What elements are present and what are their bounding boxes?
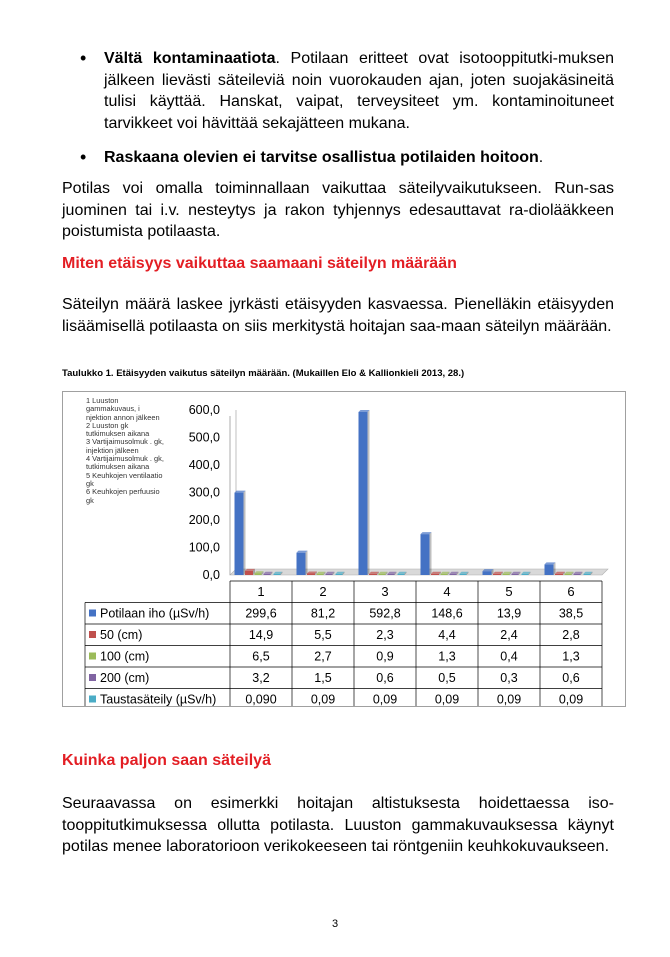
x-category-label: 4 [443,584,451,599]
bar [584,574,591,575]
bar-side [368,410,370,575]
bar [245,571,253,575]
y-tick-label: 0,0 [202,568,220,582]
legend-swatch [89,610,96,617]
legend-swatch [89,674,96,681]
bar [574,574,581,575]
bar [317,574,324,575]
bar [369,574,377,575]
data-label: 38,5 [558,606,584,621]
data-label: 6,5 [252,649,270,664]
data-label: 0,6 [562,671,580,685]
bullet-text: . [538,149,544,166]
bar-side [430,532,432,575]
y-tick-label: 400,0 [188,458,220,472]
data-label: 13,9 [496,606,522,621]
legend-label: 100 (cm) [100,649,150,664]
data-label: 2,3 [376,628,394,642]
bar [460,574,467,575]
bar [512,574,519,575]
data-label: 2,8 [562,628,580,642]
legend-label: 200 (cm) [100,671,150,685]
y-tick-label: 500,0 [188,430,220,445]
data-label: 0,09 [496,692,522,706]
data-label: 3,2 [252,671,270,685]
data-label: 5,5 [314,628,332,642]
chart-note: 3 Vartijaimusolmuk . gk, injektion jälkeen [86,437,166,455]
bar [493,574,501,575]
data-label: 0,09 [310,692,336,706]
bullet-text: . Potilaan eritteet ovat isotooppitutki-muksen jälkeen lievästi säteileviä noin vuorokauden ajan, joten suojakäsineitä tulisi käyttää. Hanskat, vaipat, terveysiteet ym. kontaminoituneet tarvikkeet voi hävittää sekajätteen mukana. [104,50,614,132]
x-category-label: 2 [319,584,327,599]
paragraph-self-care: Potilas voi omalla toiminnallaan vaikuttaa säteilyvaikutukseen. Run-sas juominen tai i.v. nesteytys ja rakon tyhjennys edesauttavat ra-diolääkkeen poistumista potilaasta. [62,180,614,240]
bar-side [306,551,308,575]
table-caption: Taulukko 1. Etäisyyden vaikutus säteilyn määrään. (Mukaillen Elo & Kallionkieli 2013, 28.) [62,368,465,379]
data-label: 1,3 [438,649,456,664]
chart-note: 4 Vartijaimusolmuk . gk, tutkimuksen aikana [86,454,166,472]
legend-label: Potilaan iho (µSv/h) [100,606,210,621]
bar [398,574,405,575]
data-label: 4,4 [438,628,456,642]
data-label: 2,7 [314,649,332,664]
bar [421,534,430,575]
chart-container [62,391,626,707]
bar-side [244,491,246,575]
data-label: 0,09 [434,692,460,706]
y-tick-label: 300,0 [188,485,220,500]
bar [326,574,333,575]
data-label: 592,8 [369,606,401,621]
bar [522,574,529,575]
bar-side [554,562,556,575]
bar [264,574,271,575]
data-label: 148,6 [431,606,463,621]
legend-swatch [89,696,96,703]
x-category-label: 3 [381,584,389,599]
bar [379,574,386,575]
legend-label: 50 (cm) [100,628,143,642]
data-label: 0,09 [372,692,398,706]
chart-note: 2 Luuston gk tutkimuksen aikana [86,420,150,439]
bar [503,574,510,575]
data-label: 0,09 [558,692,584,706]
y-tick-label: 200,0 [188,513,220,527]
data-label: 2,4 [500,628,518,642]
data-label: 81,2 [310,606,336,621]
x-category-label: 6 [567,584,575,599]
bullet-bold-text: Vältä kontaminaatiota [104,50,276,67]
data-label: 0,090 [245,692,277,706]
bar [441,574,448,575]
bullet-bold-text: Raskaana olevien ei tarvitse osallistua potilaiden hoitoon [104,149,539,166]
paragraph-exposure: Seuraavassa on esimerkki hoitajan altistuksesta hoidettaessa iso-tooppitutkimuksessa ollutta potilasta. Luuston gammakuvauksessa käynyt potilas menee laboratorioon verikokeeseen tai röntgeniin keuhkokuvaukseen. [62,795,614,855]
bar [450,574,457,575]
bar [274,574,281,575]
bar [483,571,492,575]
bar [388,574,395,575]
x-category-label: 1 [257,584,265,599]
y-tick-label: 100,0 [188,540,220,555]
bar [307,573,315,575]
data-label: 0,3 [500,671,518,685]
bar [359,412,368,575]
bar [255,573,262,575]
bullet-list [62,48,614,169]
page-number: 3 [331,918,339,930]
bullet-item [62,147,614,169]
data-label: 14,9 [248,628,274,642]
bar [545,564,554,575]
data-label: 0,4 [500,649,518,664]
data-label: 0,6 [376,671,394,685]
bar [565,574,572,575]
x-category-label: 5 [505,584,513,599]
chart-note: 5 Keuhkojen ventilaatio gk [86,470,165,488]
bar-chart [63,392,625,706]
legend-swatch [89,631,96,638]
bar [431,574,439,575]
data-label: 299,6 [245,606,277,621]
legend-swatch [89,653,96,660]
y-tick-label: 600,0 [188,403,220,417]
bar [336,574,343,575]
legend-label: Taustasäteily (µSv/h) [100,692,217,706]
data-label: 1,3 [562,649,580,664]
paragraph-distance: Säteilyn määrä laskee jyrkästi etäisyyden kasvaessa. Pienelläkin etäisyyden lisäämisellä potilaasta on siis merkitystä hoitajan saa-maan säteilyn määrään. [62,296,614,335]
section-heading-distance: Miten etäisyys vaikuttaa saamaani säteilyn määrään [62,255,457,272]
chart-note: 6 Keuhkojen perfuusio gk [86,487,162,505]
bar [555,574,563,575]
section-heading-exposure: Kuinka paljon saan säteilyä [62,752,271,769]
data-label: 0,5 [438,671,456,685]
bar [235,493,244,575]
bar [297,553,306,575]
data-label: 0,9 [376,649,394,664]
bullet-item [62,48,614,134]
chart-note: 1 Luuston gammakuvaus, i njektion annon jälkeen [86,396,160,422]
data-label: 1,5 [314,671,332,685]
